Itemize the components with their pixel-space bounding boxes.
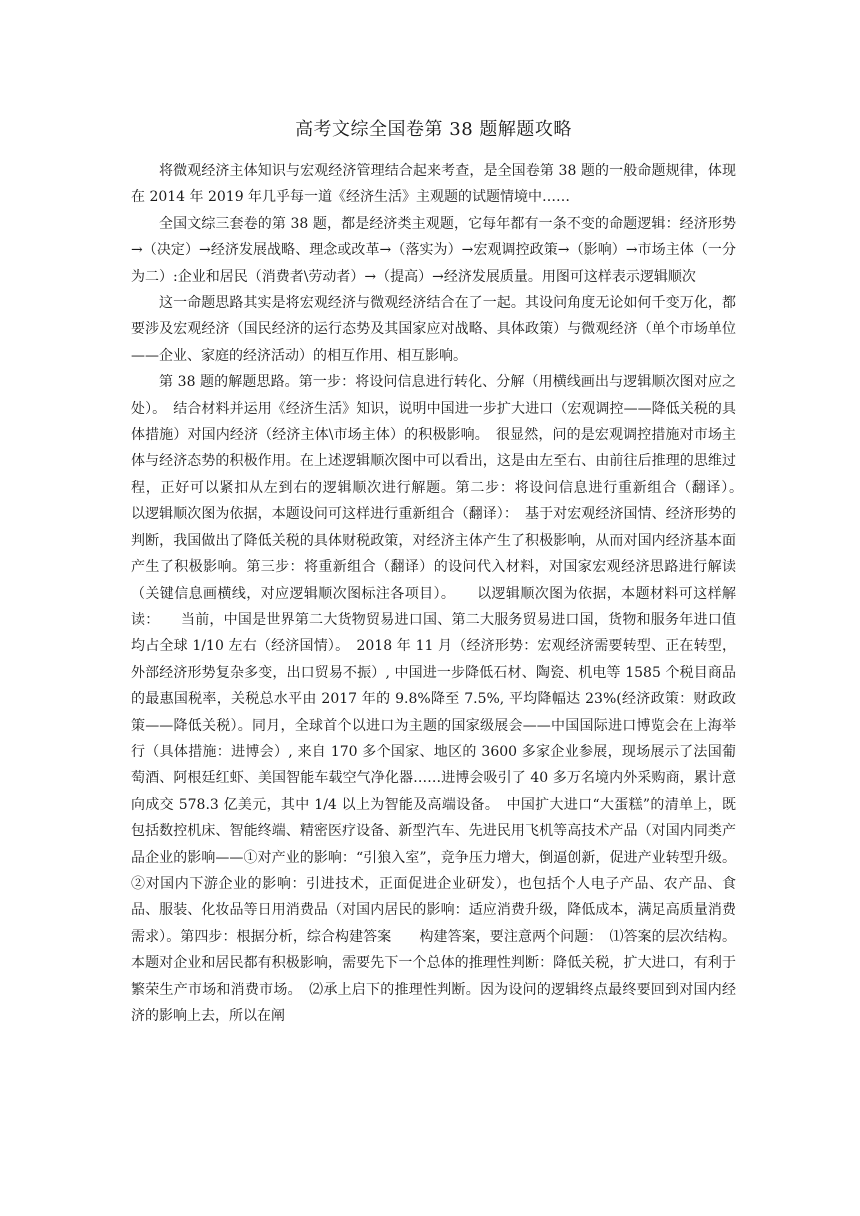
- paragraph-intro: 将微观经济主体知识与宏观经济管理结合起来考查，是全国卷第 38 题的一般命题规律，体现在 2014 年 2019 年几乎每一道《经济生活》主观题的试题情境中……: [131, 163, 736, 206]
- paragraph-solution-steps: 第 38 题的解题思路。第一步：将设问信息进行转化、分解（用横线画出与逻辑顺次图对应之处）。 结合材料并运用《经济生活》知识，说明中国进一步扩大进口（宏观调控——降低关税的具体措施）对国内经济（经济主体\市场主体）的积极影响。 很显然，问的是宏观调控措施对市场主体与经济态势的积极作用。在上述逻辑顺次图中可以看出，这是由左至右、由前往后推理的思维过程，正好可以紧扣从左到右的逻辑顺次进行解题。第二步：将设问信息进行重新组合（翻译）。 以逻辑顺次图为依据，本题设问可这样进行重新组合（翻译）： 基于对宏观经济国情、经济形势的判断，我国做出了降低关税的具体财税政策，对经济主体产生了积极影响，从而对国内经济基本面产生了积极影响。第三步：将重新组合（翻译）的设问代入材料，对国家宏观经济思路进行解读（关键信息画横线，对应逻辑顺次图标注各项目）。 以逻辑顺次图为依据，本题材料可这样解读： 当前，中国是世界第二大货物贸易进口国、第二大服务贸易进口国，货物和服务年进口值均占全球 1/10 左右（经济国情）。 2018 年 11 月（经济形势：宏观经济需要转型、正在转型，外部经济形势复杂多变，出口贸易不振）, 中国进一步降低石材、陶瓷、机电等 1585 个税目商品的最惠国税率，关税总水平由 2017 年的 9.8%降至 7.5%, 平均降幅达 23%(经济政策：财政政策——降低关税）。同月，全球首个以进口为主题的国家级展会——中国国际进口博览会在上海举行（具体措施：进博会）, 来自 170 多个国家、地区的 3600 多家企业参展，现场展示了法国葡萄酒、阿根廷红虾、美国智能车载空气净化器……进博会吸引了 40 多万名境内外采购商，累计意向成交 578.3 亿美元，其中 1/4 以上为智能及高端设备。 中国扩大进口“大蛋糕”的清单上，既包括数控机床、智能终端、精密医疗设备、新型汽车、先进民用飞机等高技术产品（对国内同类产品企业的影响——①对产业的影响：“引狼入室”，竞争压力增大，倒逼创新，促进产业转型升级。②对国内下游企业的影响：引进技术，正面促进企业研发），也包括个人电子产品、农产品、食品、服装、化妆品等日用消费品（对国内居民的影响：适应消费升级，降低成本，满足高质量消费需求）。第四步：根据分析，综合构建答案 构建答案，要注意两个问题： ⑴答案的层次结构。本题对企业和居民都有积极影响，需要先下一个总体的推理性判断：降低关税，扩大进口，有利于繁荣生产市场和消费市场。 ⑵承上启下的推理性判断。因为设问的逻辑终点最终要回到对国内经济的影响上去，所以在阐: [131, 374, 764, 1024]
- paragraph-macro-micro: 这一命题思路其实是将宏观经济与微观经济结合在了一起。其设问角度无论如何千变万化，都要涉及宏观经济（国民经济的运行态势及其国家应对战略、具体政策）与微观经济（单个市场单位——企业、家庭的经济活动）的相互作用、相互影响。: [131, 295, 736, 364]
- document-title: 高考文综全国卷第 38 题解题攻略: [295, 119, 572, 140]
- paragraph-logic: 全国文综三套卷的第 38 题，都是经济类主观题，它每年都有一条不变的命题逻辑：经济形势→（决定）→经济发展战略、理念或改革→（落实为）→宏观调控政策→（影响）→市场主体（一分为二）:企业和居民（消费者\劳动者）→（提高）→经济发展质量。用图可这样表示逻辑顺次: [131, 215, 736, 285]
